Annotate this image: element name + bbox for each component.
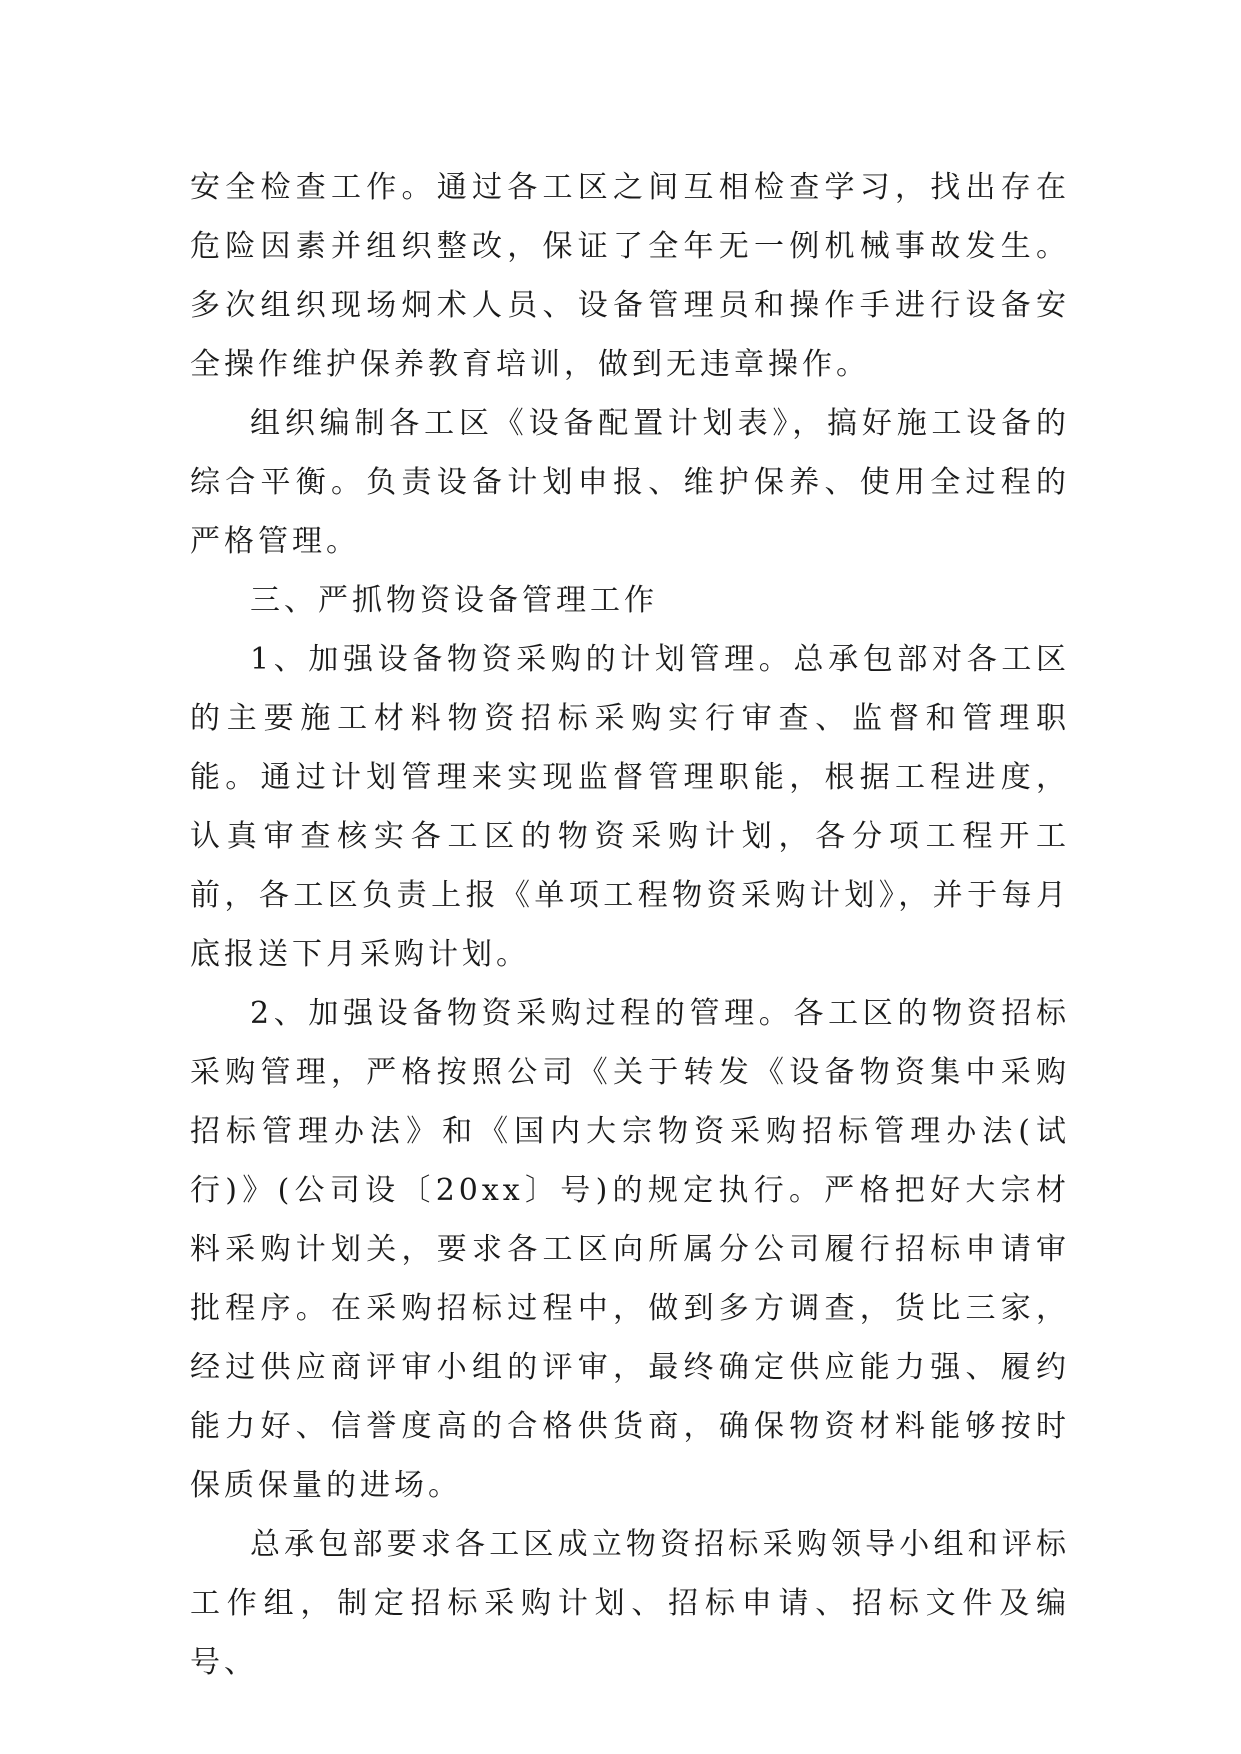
paragraph-bidding-group: 总承包部要求各工区成立物资招标采购领导小组和评标工作组，制定招标采购计划、招标申请、招标文件及编号、 bbox=[190, 1527, 1070, 1680]
paragraph-equipment-plan: 组织编制各工区《设备配置计划表》，搞好施工设备的综合平衡。负责设备计划申报、维护保养、使用全过程的严格管理。 bbox=[190, 406, 1070, 559]
paragraph-procurement-planning: 1、加强设备物资采购的计划管理。总承包部对各工区的主要施工材料物资招标采购实行审查、监督和管理职能。通过计划管理来实现监督管理职能，根据工程进度，认真审查核实各工区的物资采购计划，各分项工程开工前，各工区负责上报《单项工程物资采购计划》，并于每月底报送下月采购计划。 bbox=[190, 642, 1070, 972]
paragraph-continued-safety-inspection: 安全检查工作。通过各工区之间互相检查学习，找出存在危险因素并组织整改，保证了全年无一例机械事故发生。多次组织现场炯术人员、设备管理员和操作手进行设备安全操作维护保养教育培训，做到无违章操作。 bbox=[190, 170, 1070, 382]
document-body bbox=[190, 158, 1070, 1692]
section-heading-materials-management: 三、严抓物资设备管理工作 bbox=[250, 583, 658, 618]
paragraph-procurement-process: 2、加强设备物资采购过程的管理。各工区的物资招标采购管理，严格按照公司《关于转发《设备物资集中采购招标管理办法》和《国内大宗物资采购招标管理办法(试行)》(公司设〔20xx〕号)的规定执行。严格把好大宗材料采购计划关，要求各工区向所属分公司履行招标申请审批程序。在采购招标过程中，做到多方调查，货比三家，经过供应商评审小组的评审，最终确定供应能力强、履约能力好、信誉度高的合格供货商，确保物资材料能够按时保质保量的进场。 bbox=[190, 996, 1070, 1503]
